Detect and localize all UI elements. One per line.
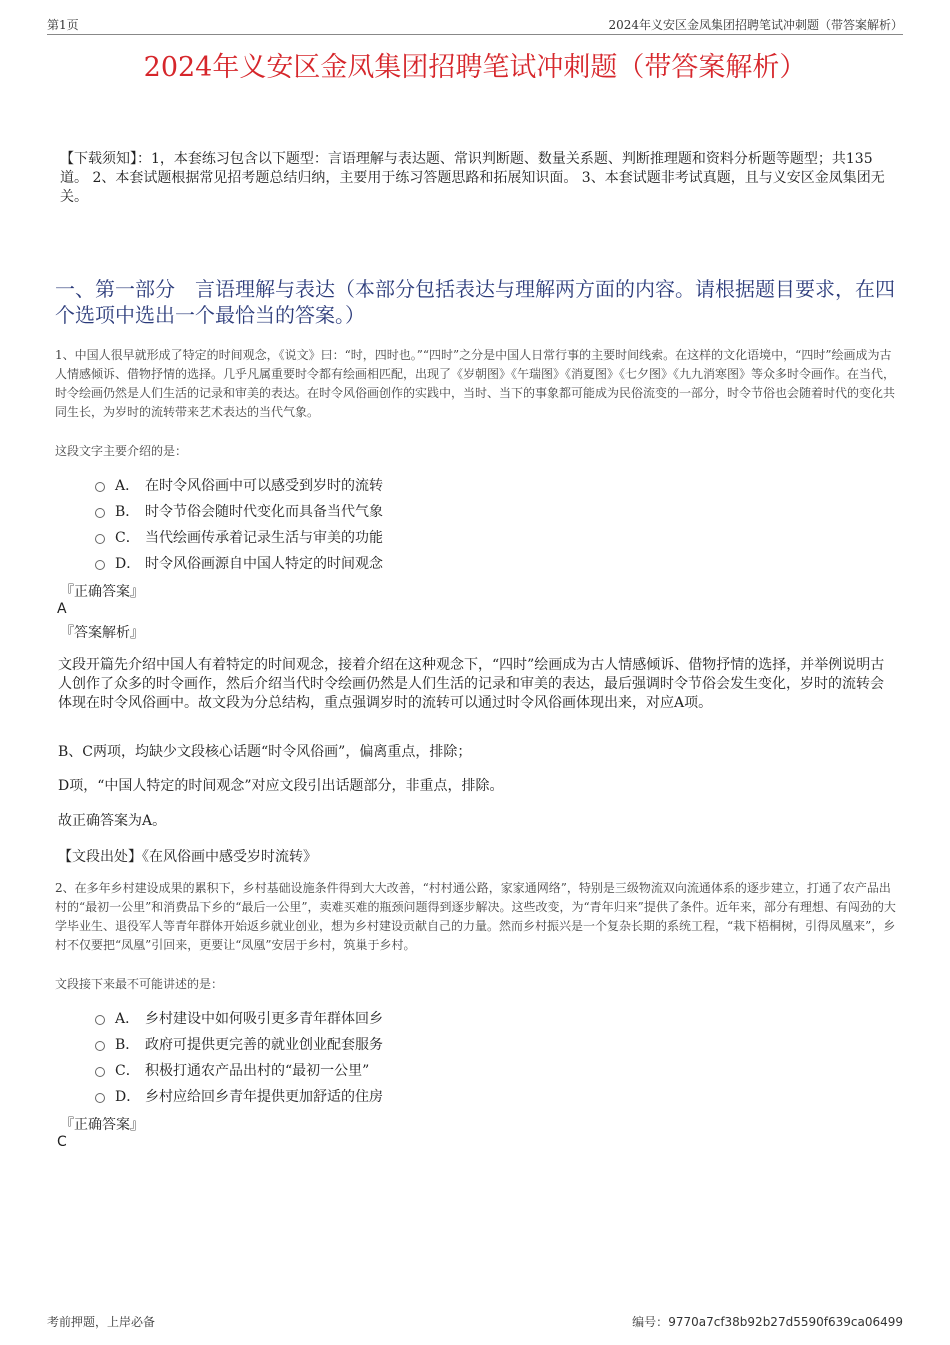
footer-code: 编号：9770a7cf38b92b27d5590f639ca06499 xyxy=(632,1315,903,1329)
question-2-text: 2、在多年乡村建设成果的累积下，乡村基础设施条件得到大大改善，“村村通公路，家家通网络”，特别是三级物流双向流通体系的逐步建立，打通了农产品出村的“最初一公里”和消费品下乡的“最后一公里”，卖难买难的瓶颈问题得到逐步解决。这些改变，为“青年归来”提供了条件。近年来，部分有理想、有闯劲的大学毕业生、退役军人等青年群体开始返乡就业创业，想为乡村建设贡献自己的力量。然而乡村振兴是一个复杂长期的系统工程，“栽下梧桐树，引得凤凰来”，乡村不仅要把“凤凰”引回来，更要让“凤凰”安居于乡村，筑巢于乡村。 xyxy=(55,881,896,952)
option-d[interactable]: D． 乡村应给回乡青年提供更加舒适的住房 xyxy=(95,1084,383,1110)
radio-icon[interactable] xyxy=(95,482,105,492)
page-number: 第1页 xyxy=(47,18,79,32)
question-1-text: 1、中国人很早就形成了特定的时间观念，《说文》曰：“时，四时也。”“四时”之分是中国人日常行事的主要时间线索。在这样的文化语境中，“四时”绘画成为古人情感倾诉、借物抒情的选择。几乎凡属重要时令都有绘画相匹配，出现了《岁朝图》《午瑞图》《消夏图》《七夕图》《九九消寒图》等众多时令画作。在当代，时令绘画仍然是人们生活的记录和审美的表达。在时令风俗画创作的实践中，当时、当下的事象都可能成为民俗流变的一部分，时令节俗也会随着时代的变化共同生长，为岁时的流转带来艺术表达的当代气象。 xyxy=(55,348,896,419)
radio-icon[interactable] xyxy=(95,560,105,570)
footer-slogan: 考前押题，上岸必备 xyxy=(47,1315,156,1329)
document-title: 2024年义安区金凤集团招聘笔试冲刺题（带答案解析） xyxy=(143,52,807,83)
page-header xyxy=(47,16,903,35)
option-c[interactable]: C． 当代绘画传承着记录生活与审美的功能 xyxy=(95,525,383,551)
option-d[interactable]: D． 时令风俗画源自中国人特定的时间观念 xyxy=(95,551,383,577)
analysis-paragraph: 文段开篇先介绍中国人有着特定的时间观念，接着介绍在这种观念下，“四时”绘画成为古人情感倾诉、借物抒情的选择，并举例说明古人创作了众多的时令画作，然后介绍当代时令绘画仍然是人们生活的记录和审美的表达，最后强调时令节俗会发生变化，岁时的流转会体现在时令风俗画中。故文段为分总结构，重点强调岁时的流转可以通过时令风俗画体现出来，对应A项。 xyxy=(58,657,885,711)
question-1-source: 【文段出处】《在风俗画中感受岁时流转》 xyxy=(58,849,317,865)
correct-answer-label: 『正确答案』 xyxy=(60,1117,144,1133)
question-2-answer: C xyxy=(57,1134,67,1150)
radio-icon[interactable] xyxy=(95,1067,105,1077)
question-1-options xyxy=(95,473,383,577)
question-1-answer: A xyxy=(57,601,67,617)
radio-icon[interactable] xyxy=(95,1015,105,1025)
header-doc-title: 2024年义安区金凤集团招聘笔试冲刺题（带答案解析） xyxy=(608,18,903,32)
question-1-prompt: 这段文字主要介绍的是： xyxy=(55,444,188,458)
section-title: 一、第一部分 言语理解与表达（本部分包括表达与理解两方面的内容。请根据题目要求，在四个选项中选出一个最恰当的答案。） xyxy=(55,277,895,327)
radio-icon[interactable] xyxy=(95,1041,105,1051)
option-a[interactable]: A． 乡村建设中如何吸引更多青年群体回乡 xyxy=(95,1006,383,1032)
download-notice: 【下载须知】：1，本套练习包含以下题型：言语理解与表达题、常识判断题、数量关系题、判断推理题和资料分析题等题型；共135道。 2、本套试题根据常见招考题总结归纳，主要用于练习答题思路和拓展知识面。 3、本套试题非考试真题，且与义安区金凤集团无关。 xyxy=(60,151,885,205)
page-footer xyxy=(47,1313,903,1330)
analysis-paragraph: D项，“中国人特定的时间观念”对应文段引出话题部分，非重点，排除。 xyxy=(58,778,504,794)
correct-answer-label: 『正确答案』 xyxy=(60,584,144,600)
radio-icon[interactable] xyxy=(95,534,105,544)
option-c[interactable]: C． 积极打通农产品出村的“最初一公里” xyxy=(95,1058,383,1084)
analysis-paragraph: B、C两项，均缺少文段核心话题“时令风俗画”，偏离重点，排除； xyxy=(58,744,472,760)
question-2-prompt: 文段接下来最不可能讲述的是： xyxy=(55,977,224,991)
radio-icon[interactable] xyxy=(95,508,105,518)
analysis-paragraph: 故正确答案为A。 xyxy=(58,813,167,829)
question-2-options xyxy=(95,1006,383,1110)
option-a[interactable]: A． 在时令风俗画中可以感受到岁时的流转 xyxy=(95,473,383,499)
option-b[interactable]: B． 政府可提供更完善的就业创业配套服务 xyxy=(95,1032,383,1058)
radio-icon[interactable] xyxy=(95,1093,105,1103)
option-b[interactable]: B． 时令节俗会随时代变化而具备当代气象 xyxy=(95,499,383,525)
analysis-label: 『答案解析』 xyxy=(60,625,144,641)
